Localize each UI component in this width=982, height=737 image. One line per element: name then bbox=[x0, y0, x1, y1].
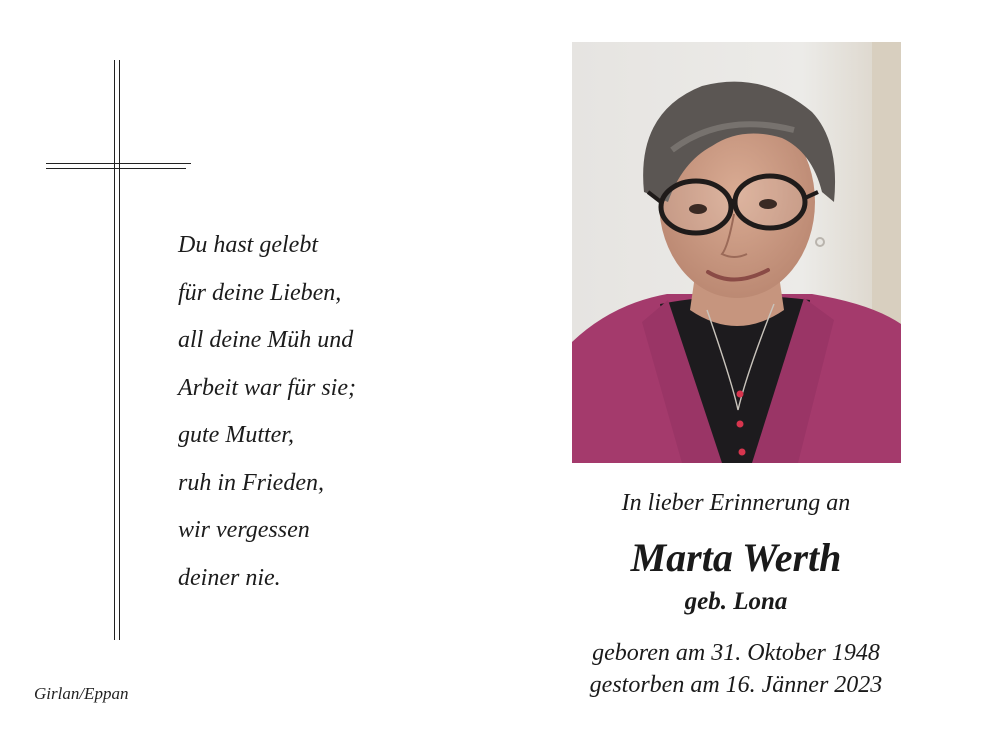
portrait-photo bbox=[572, 42, 901, 463]
death-date: gestorben am 16. Jänner 2023 bbox=[589, 672, 883, 698]
poem-line: Arbeit war für sie; bbox=[178, 374, 356, 401]
poem bbox=[178, 222, 356, 602]
maiden-name: geb. Lona bbox=[684, 588, 788, 615]
poem-line: all deine Müh und bbox=[178, 327, 354, 353]
poem-line: deiner nie. bbox=[178, 564, 281, 591]
birth-date: geboren am 31. Oktober 1948 bbox=[592, 640, 880, 666]
place-label: Girlan/Eppan bbox=[34, 684, 129, 703]
cross-icon bbox=[0, 0, 200, 660]
poem-line: Du hast gelebt bbox=[178, 232, 318, 258]
poem-line: ruh in Frieden, bbox=[178, 469, 324, 496]
memorial-intro: In lieber Erinnerung an bbox=[621, 490, 851, 516]
poem-line: für deine Lieben, bbox=[178, 279, 342, 306]
deceased-name: Marta Werth bbox=[630, 535, 842, 580]
poem-line: gute Mutter, bbox=[178, 422, 294, 448]
poem-line: wir vergessen bbox=[178, 517, 310, 543]
